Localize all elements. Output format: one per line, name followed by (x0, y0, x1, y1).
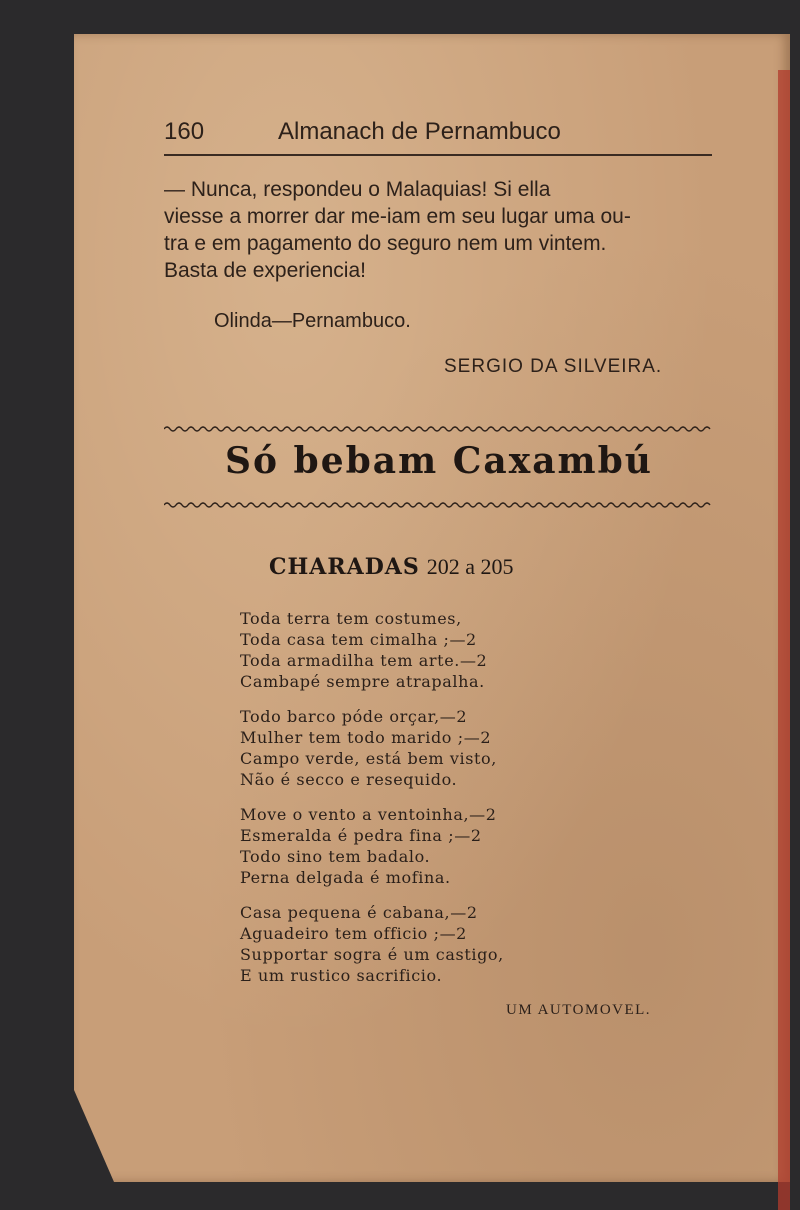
charadas-signature: UM AUTOMOVEL. (506, 1002, 652, 1018)
wavy-rule-top (164, 424, 714, 434)
stanza (240, 608, 680, 692)
book-page (74, 34, 790, 1182)
verse-line: Toda terra tem costumes, (240, 609, 462, 628)
paragraph-line: viesse a morrer dar me-iam em seu lugar uma ou- (164, 205, 631, 228)
verse-line: Não é secco e resequido. (240, 770, 458, 789)
charadas-title: CHARADAS (269, 554, 420, 580)
verse-line: Todo sino tem badalo. (240, 847, 431, 866)
paragraph-line: — Nunca, respondeu o Malaquias! Si ella (164, 178, 551, 201)
verse-line: E um rustico sacrificio. (240, 966, 443, 985)
verse-line: Toda armadilha tem arte.—2 (240, 651, 488, 670)
stanza (240, 706, 680, 790)
wavy-rule-bottom (164, 500, 714, 510)
verse-line: Aguadeiro tem officio ;—2 (240, 924, 467, 943)
author-signature: SERGIO DA SILVEIRA. (444, 356, 663, 377)
stanza (240, 902, 680, 986)
page-edge (778, 70, 790, 1210)
charadas-heading (269, 554, 514, 580)
stanza (240, 804, 680, 888)
verse-line: Casa pequena é cabana,—2 (240, 903, 478, 922)
advertisement-banner: Só bebam Caxambú (225, 440, 653, 482)
page-header (164, 118, 724, 156)
verse-line: Todo barco póde orçar,—2 (240, 707, 468, 726)
verse-line: Move o vento a ventoinha,—2 (240, 805, 497, 824)
verse-line: Mulher tem todo marido ;—2 (240, 728, 492, 747)
place-line: Olinda—Pernambuco. (214, 310, 411, 332)
verse-line: Campo verde, está bem visto, (240, 749, 497, 768)
paragraph-line: tra e em pagamento do seguro nem um vintem. (164, 232, 607, 255)
page-number: 160 (164, 118, 205, 145)
verse-line: Cambapé sempre atrapalha. (240, 672, 485, 691)
verse-line: Toda casa tem cimalha ;—2 (240, 630, 477, 649)
verse-line: Perna delgada é mofina. (240, 868, 451, 887)
header-rule (164, 154, 712, 156)
charadas-range: 202 a 205 (426, 554, 514, 579)
story-ending-paragraph (164, 176, 718, 284)
paragraph-line: Basta de experiencia! (164, 259, 366, 282)
verse-line: Supportar sogra é um castigo, (240, 945, 504, 964)
running-title: Almanach de Pernambuco (278, 118, 561, 145)
verse-line: Esmeralda é pedra fina ;—2 (240, 826, 482, 845)
